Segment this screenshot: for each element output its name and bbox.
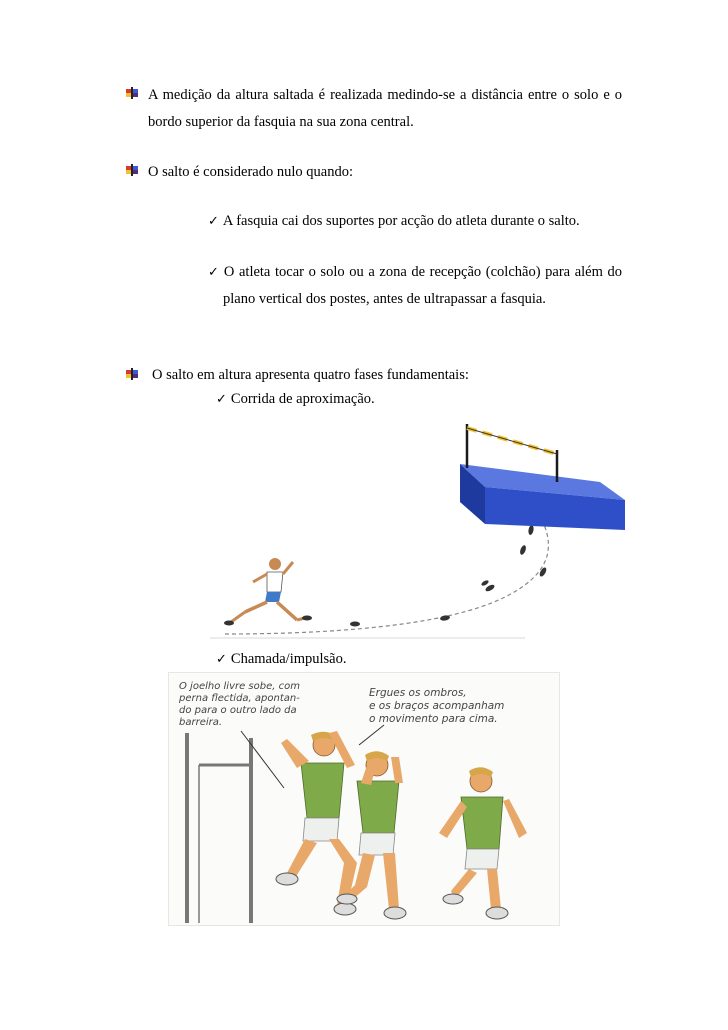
paragraph-text: O salto é considerado nulo quando: bbox=[148, 164, 353, 180]
paragraph-line: A medição da altura saltada é realizada medindo-se a distância entre o solo e o bbox=[148, 87, 622, 103]
jumpers-drawing bbox=[169, 673, 559, 925]
list-item: ✓ A fasquia cai dos suportes por acção do atleta durante o salto. bbox=[208, 213, 580, 229]
bullet-icon bbox=[126, 368, 138, 380]
list-item: ✓ O atleta tocar o solo ou a zona de recepção (colchão) para além do bbox=[208, 264, 622, 280]
takeoff-illustration bbox=[168, 672, 560, 926]
checkmark-icon: ✓ bbox=[208, 265, 220, 280]
caption-left: O joelho livre sobe, com perna flectida, apontan- do para o outro lado da barreira. bbox=[179, 681, 300, 728]
checkmark-icon: ✓ bbox=[208, 214, 219, 229]
list-item: ✓ Corrida de aproximação. bbox=[216, 391, 375, 407]
caption-right: Ergues os ombros, e os braços acompanham o movimento para cima. bbox=[369, 687, 505, 725]
paragraph-line: bordo superior da fasquia na sua zona central. bbox=[148, 114, 414, 130]
checkmark-icon: ✓ bbox=[216, 652, 227, 667]
approach-run-illustration bbox=[205, 412, 630, 644]
list-item-continuation: plano vertical dos postes, antes de ultrapassar a fasquia. bbox=[223, 291, 546, 307]
list-item: ✓ Chamada/impulsão. bbox=[216, 651, 347, 667]
paragraph-text: O salto em altura apresenta quatro fases fundamentais: bbox=[152, 367, 469, 383]
bullet-icon bbox=[126, 87, 138, 99]
bullet-icon bbox=[126, 164, 138, 176]
checkmark-icon: ✓ bbox=[216, 392, 227, 407]
